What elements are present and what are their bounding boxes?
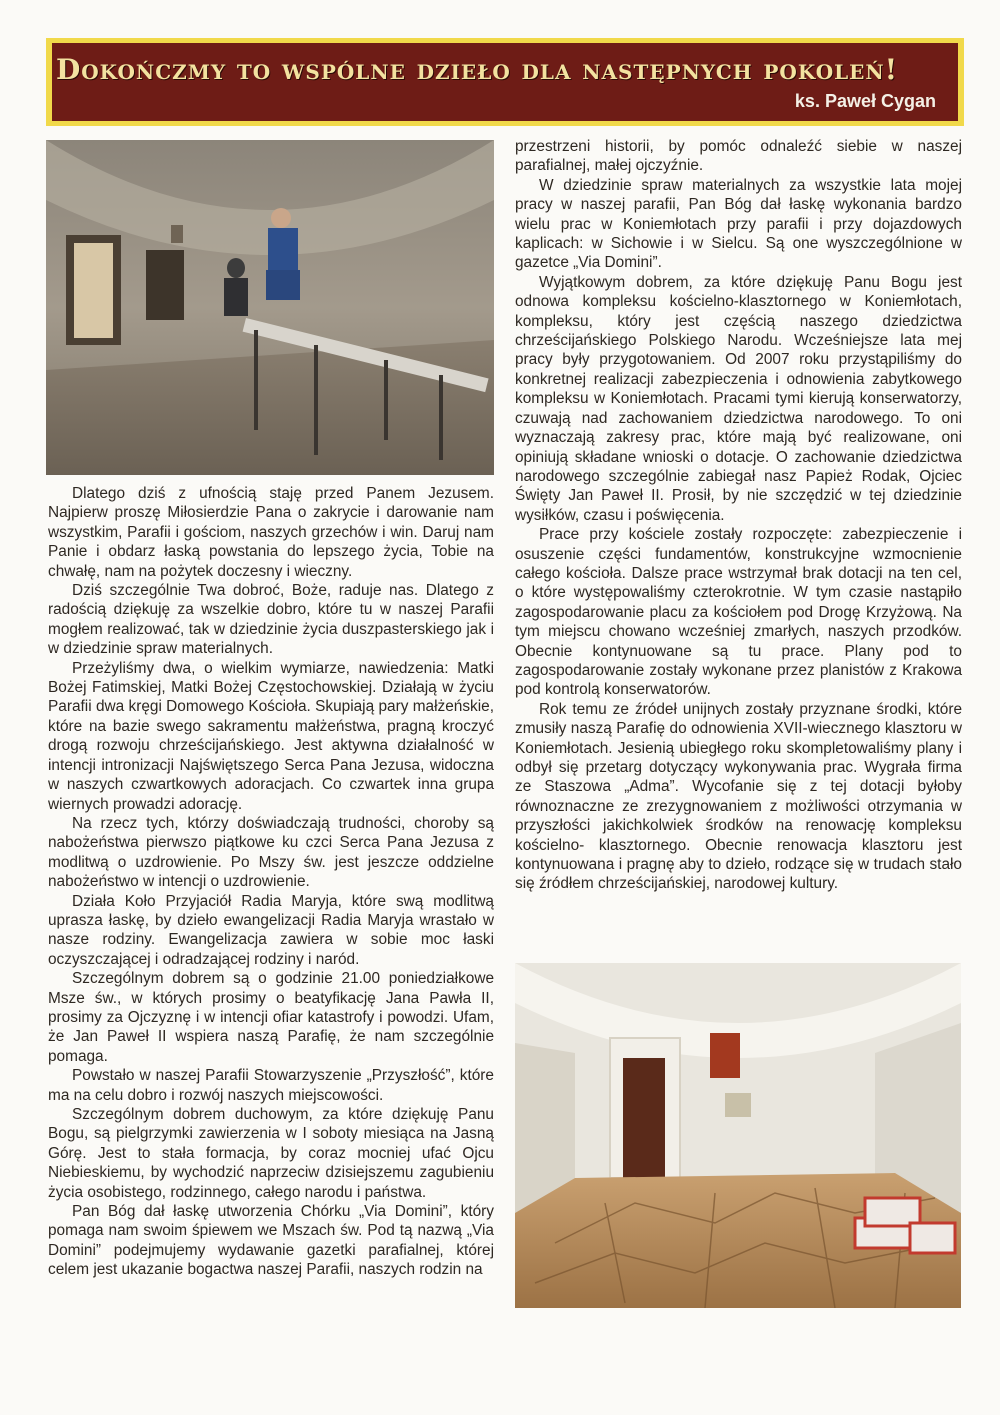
right-paragraph: W dziedzinie spraw materialnych za wszystkie lata mojej pracy w naszej parafii, Pan Bóg dał łaskę wykonania bardzo wielu prac w Koniemłotach przy parafii i przy dojazdowych kaplicach: w Sichowie i w Sielcu. Są one wyszczególnione w gazetce „Via Domini”. xyxy=(515,176,962,272)
article-title: Dokończmy to wspólne dzieło dla następnych pokoleń! xyxy=(55,53,898,86)
left-paragraph: Przeżyliśmy dwa, o wielkim wymiarze, nawiedzenia: Matki Bożej Fatimskiej, Matki Bożej Częstochowskiej. Działają w życiu Parafii dwa kręgi Domowego Kościoła. Skupiają pary małżeńskie, które na bazie swego sakramentu małżeństwa, pragną kroczyć drogą rozwoju chrześcijańskiego. Jest aktywna działalność w intencji intronizacji Najświętszego Serca Pana Jezusa, widoczna w naszych czwartkowych adoracjach. Co czwartek inna grupa wiernych prowadzi adorację. xyxy=(48,659,494,813)
right-paragraph: Prace przy kościele zostały rozpoczęte: zabezpieczenie i osuszenie części fundamentów, konstrukcyjne wzmocnienie całego kościoła. Dalsze prace wstrzymał brak dotacji na ten cel, o które występowaliśmy czterokrotnie. W tym czasie nastąpiło zagospodarowanie placu za kościołem pod Drogę Krzyżową. Na tym miejscu chowano wcześniej zmarłych, naszych przodków. Obecnie kontynuowane są tu prace. Plany pod to zagospodarowanie zostały wykonane przez planistów z Krakowa pod kontrolą konserwatorów. xyxy=(515,526,962,699)
right-paragraph: Rok temu ze źródeł unijnych zostały przyznane środki, które zmusiły naszą Parafię do odnowienia XVII-wiecznego klasztoru w Koniemłotach. Jesienią ubiegłego roku skompletowaliśmy plany i odbył się przetarg dotyczący wykonywania prac. Wygrała firma ze Staszowa „Adma”. Wycofanie się z tej dotacji byłoby równoznaczne ze zrezygnowaniem z możliwości otrzymania w przyszłości jakichkolwiek środków na renowację kompleksu kościelno- klasztornego. Obecnie renowacja klasztoru jest kontynuowana i pragnę aby to dzieło, rodzące się w trudach stało się źródłem chrześcijańskiej, narodowej kultury. xyxy=(515,700,962,893)
photo-cellar-renovation xyxy=(46,140,494,475)
left-column xyxy=(48,484,494,1280)
article-author: ks. Paweł Cygan xyxy=(794,91,936,111)
left-paragraph: Na rzecz tych, którzy doświadczają trudności, choroby są nabożeństwa pierwszo piątkowe ku czci Serca Pana Jezusa z modlitwą o uzdrowienie. Po Mszy św. jest jeszcze oddzielne nabożeństwo w intencji o uzdrowienie. xyxy=(48,814,494,891)
right-paragraph: przestrzeni historii, by pomóc odnaleźć siebie w naszej parafialnej, małej ojczyźnie. xyxy=(515,138,962,175)
left-paragraph: Szczególnym dobrem są o godzinie 21.00 poniedziałkowe Msze św., w których prosimy o beatyfikację Jana Pawła II, prosimy za Ojczyznę i w intencji ofiar katastrofy i powodzi. Ufam, że Jan Paweł II wspiera naszą Parafię, że nam szczególnie pomaga. xyxy=(48,970,494,1065)
left-paragraph: Pan Bóg dał łaskę utworzenia Chórku „Via Domini”, który pomaga nam swoim śpiewem we Mszach św. Pod tą nazwą „Via Domini” podejmujemy wydawanie gazetki parafialnej, której celem jest ukazanie bogactwa naszej Parafii, naszych rodzin na xyxy=(48,1203,494,1279)
left-paragraph: Dziś szczególnie Twa dobroć, Boże, raduje nas. Dlatego z radością dziękuję za wszelkie dobro, które tu w naszej Parafii mogłem realizować, tak w dziedzinie życia duszpasterskiego jak i w dziedzinie spraw materialnych. xyxy=(48,582,494,658)
right-paragraph: Wyjątkowym dobrem, za które dziękuję Panu Bogu jest odnowa kompleksu kościelno-klasztornego w Koniemłotach, kompleksu, który jest częścią naszego dziedzictwa chrześcijańskiego Polskiego Narodu. Wcześniejsze lata mej pracy były przygotowaniem. Od 2007 roku przystąpiliśmy do konkretnej realizacji zabezpieczenia i odnowienia zabytkowego kompleksu w Koniemłotach. Pracami tymi kierują konserwatorzy, czuwają nad zachowaniem dziedzictwa narodowego. To oni wyznaczają zakresy prac, które mają być realizowane, oni opiniują składane wnioski o dotacje. O zachowanie dziedzictwa narodowego szczególnie zabiegał nasz Papież Rodak, Ojciec Święty Jan Paweł II. Prosił, by nie szczędzić w tej dziedzinie wysiłków, czasu i poświęcenia. xyxy=(515,273,962,524)
left-paragraph: Działa Koło Przyjaciół Radia Maryja, które swą modlitwą uprasza łaskę, by dzieło ewangelizacji Radia Maryja wrastało w nasze rodziny. Ewangelizacja zawiera w sobie moc łaski oczyszczającej i odradzającej rodziny i naród. xyxy=(48,892,494,968)
article-header xyxy=(52,43,958,121)
left-paragraph: Szczególnym dobrem duchowym, za które dziękuję Panu Bogu, są pielgrzymki zawierzenia w I soboty miesiąca na Jasną Górę. Jest to stała formacja, by coraz mocniej ufać Ojcu Niebieskiemu, by wychodzić naprzeciw dzisiejszemu zagubieniu życia osobistego, rodzinnego, całego narodu i państwa. xyxy=(48,1106,494,1201)
left-paragraph: Powstało w naszej Parafii Stowarzyszenie „Przyszłość”, które ma na celu dobro i rozwój naszych miejscowości. xyxy=(48,1067,494,1104)
right-column xyxy=(515,137,962,894)
photo-renovated-room xyxy=(515,963,961,1308)
left-paragraph: Dlatego dziś z ufnością staję przed Panem Jezusem. Najpierw proszę Miłosierdzie Pana o zakrycie i darowanie nam wszystkim, Parafii i gościom, naszych grzechów i win. Daruj nam Panie i obdarz łaską powstania do lepszego życia, Tobie na chwałę, nam na pożytek doczesny i wieczny. xyxy=(48,485,494,580)
